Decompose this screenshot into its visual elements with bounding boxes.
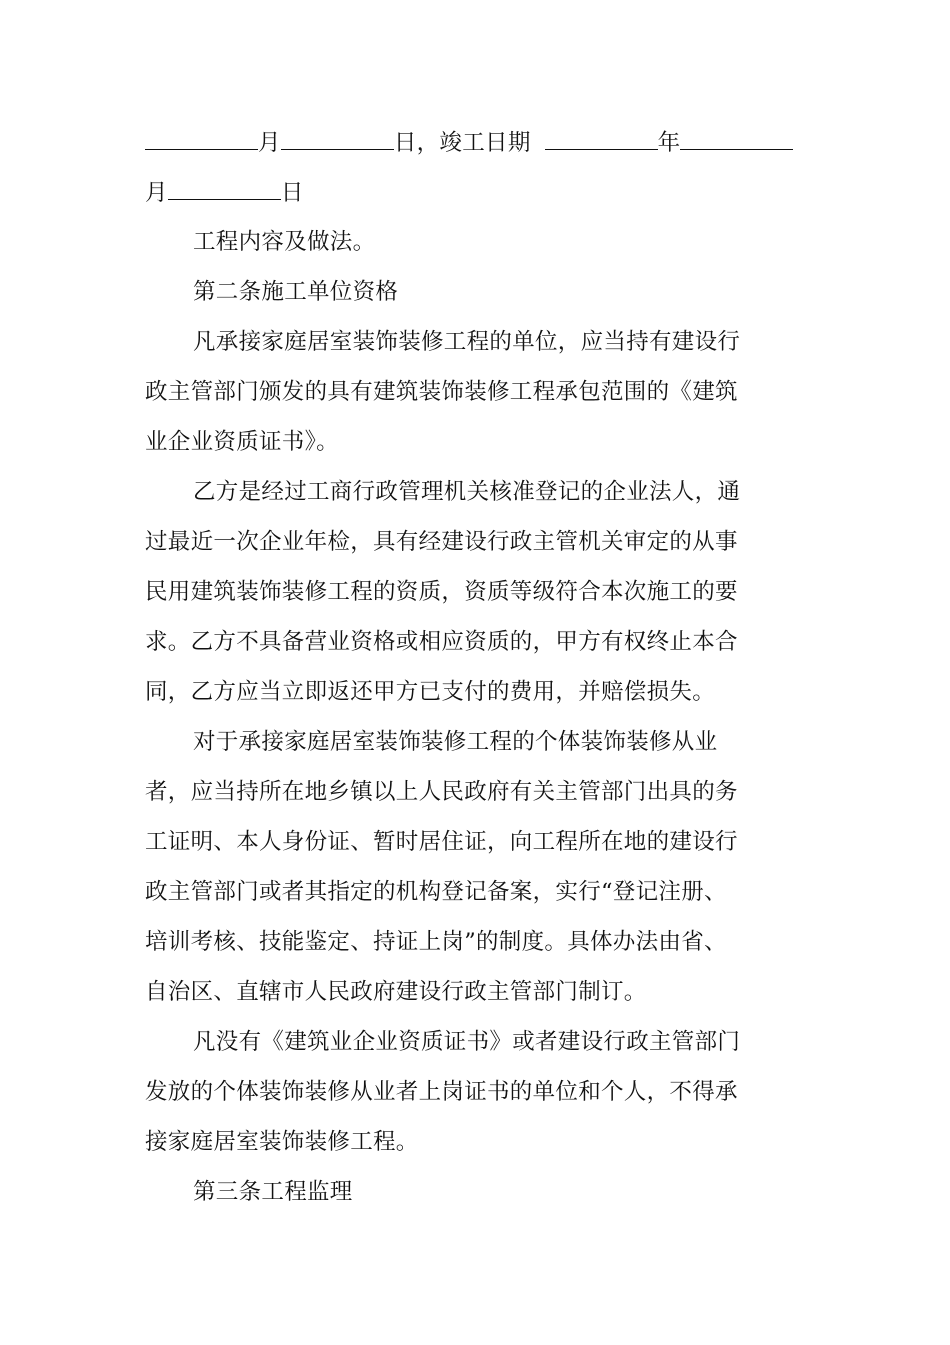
date-line-2 bbox=[145, 177, 845, 208]
paragraph-line: 凡没有《建筑业企业资质证书》或者建设行政主管部门 bbox=[193, 1029, 741, 1055]
paragraph-line: 乙方是经过工商行政管理机关核准登记的企业法人，通 bbox=[193, 479, 741, 505]
paragraph-line: 过最近一次企业年检，具有经建设行政主管机关审定的从事 bbox=[145, 529, 738, 555]
month-label: 月 bbox=[258, 130, 281, 156]
blank-field-day-value[interactable] bbox=[281, 127, 394, 150]
blank-field-completion-year[interactable] bbox=[545, 127, 658, 150]
day-label-2: 日 bbox=[280, 180, 304, 206]
paragraph-line: 业企业资质证书》。 bbox=[145, 429, 339, 455]
completion-date-label: 竣工日期 bbox=[439, 130, 531, 156]
blank-field-completion-month[interactable] bbox=[680, 127, 793, 150]
paragraph-line: 求。乙方不具备营业资格或相应资质的，甲方有权终止本合 bbox=[145, 629, 738, 655]
paragraph-line: 对于承接家庭居室装饰装修工程的个体装饰装修从业 bbox=[193, 729, 718, 755]
paragraph-line: 凡承接家庭居室装饰装修工程的单位，应当持有建设行 bbox=[193, 329, 741, 355]
paragraph-line: 同，乙方应当立即返还甲方已支付的费用，并赔偿损失。 bbox=[145, 679, 716, 705]
paragraph-line: 自治区、直辖市人民政府建设行政主管部门制订。 bbox=[145, 979, 647, 1005]
paragraph-line: 工证明、本人身份证、暂时居住证，向工程所在地的建设行 bbox=[145, 829, 738, 855]
paragraph-line: 政主管部门颁发的具有建筑装饰装修工程承包范围的《建筑 bbox=[145, 379, 738, 405]
day-label: 日， bbox=[393, 130, 440, 156]
paragraph-line: 民用建筑装饰装修工程的资质，资质等级符合本次施工的要 bbox=[145, 579, 738, 605]
paragraph-line: 者，应当持所在地乡镇以上人民政府有关主管部门出具的务 bbox=[145, 779, 738, 805]
paragraph-line: 培训考核、技能鉴定、持证上岗”的制度。具体办法由省、 bbox=[145, 929, 727, 955]
date-line-1 bbox=[145, 127, 845, 158]
blank-field-completion-day[interactable] bbox=[168, 177, 281, 200]
section-heading-2: 第二条施工单位资格 bbox=[193, 279, 399, 305]
year-label: 年 bbox=[657, 130, 681, 156]
month-label-2: 月 bbox=[145, 180, 168, 206]
paragraph-line: 发放的个体装饰装修从业者上岗证书的单位和个人，不得承 bbox=[145, 1079, 738, 1105]
paragraph-line: 接家庭居室装饰装修工程。 bbox=[145, 1129, 419, 1155]
blank-field-month-value[interactable] bbox=[145, 127, 258, 150]
paragraph-line: 工程内容及做法。 bbox=[193, 229, 376, 255]
section-heading-3: 第三条工程监理 bbox=[193, 1179, 353, 1205]
paragraph-line: 政主管部门或者其指定的机构登记备案，实行“登记注册、 bbox=[145, 879, 727, 905]
